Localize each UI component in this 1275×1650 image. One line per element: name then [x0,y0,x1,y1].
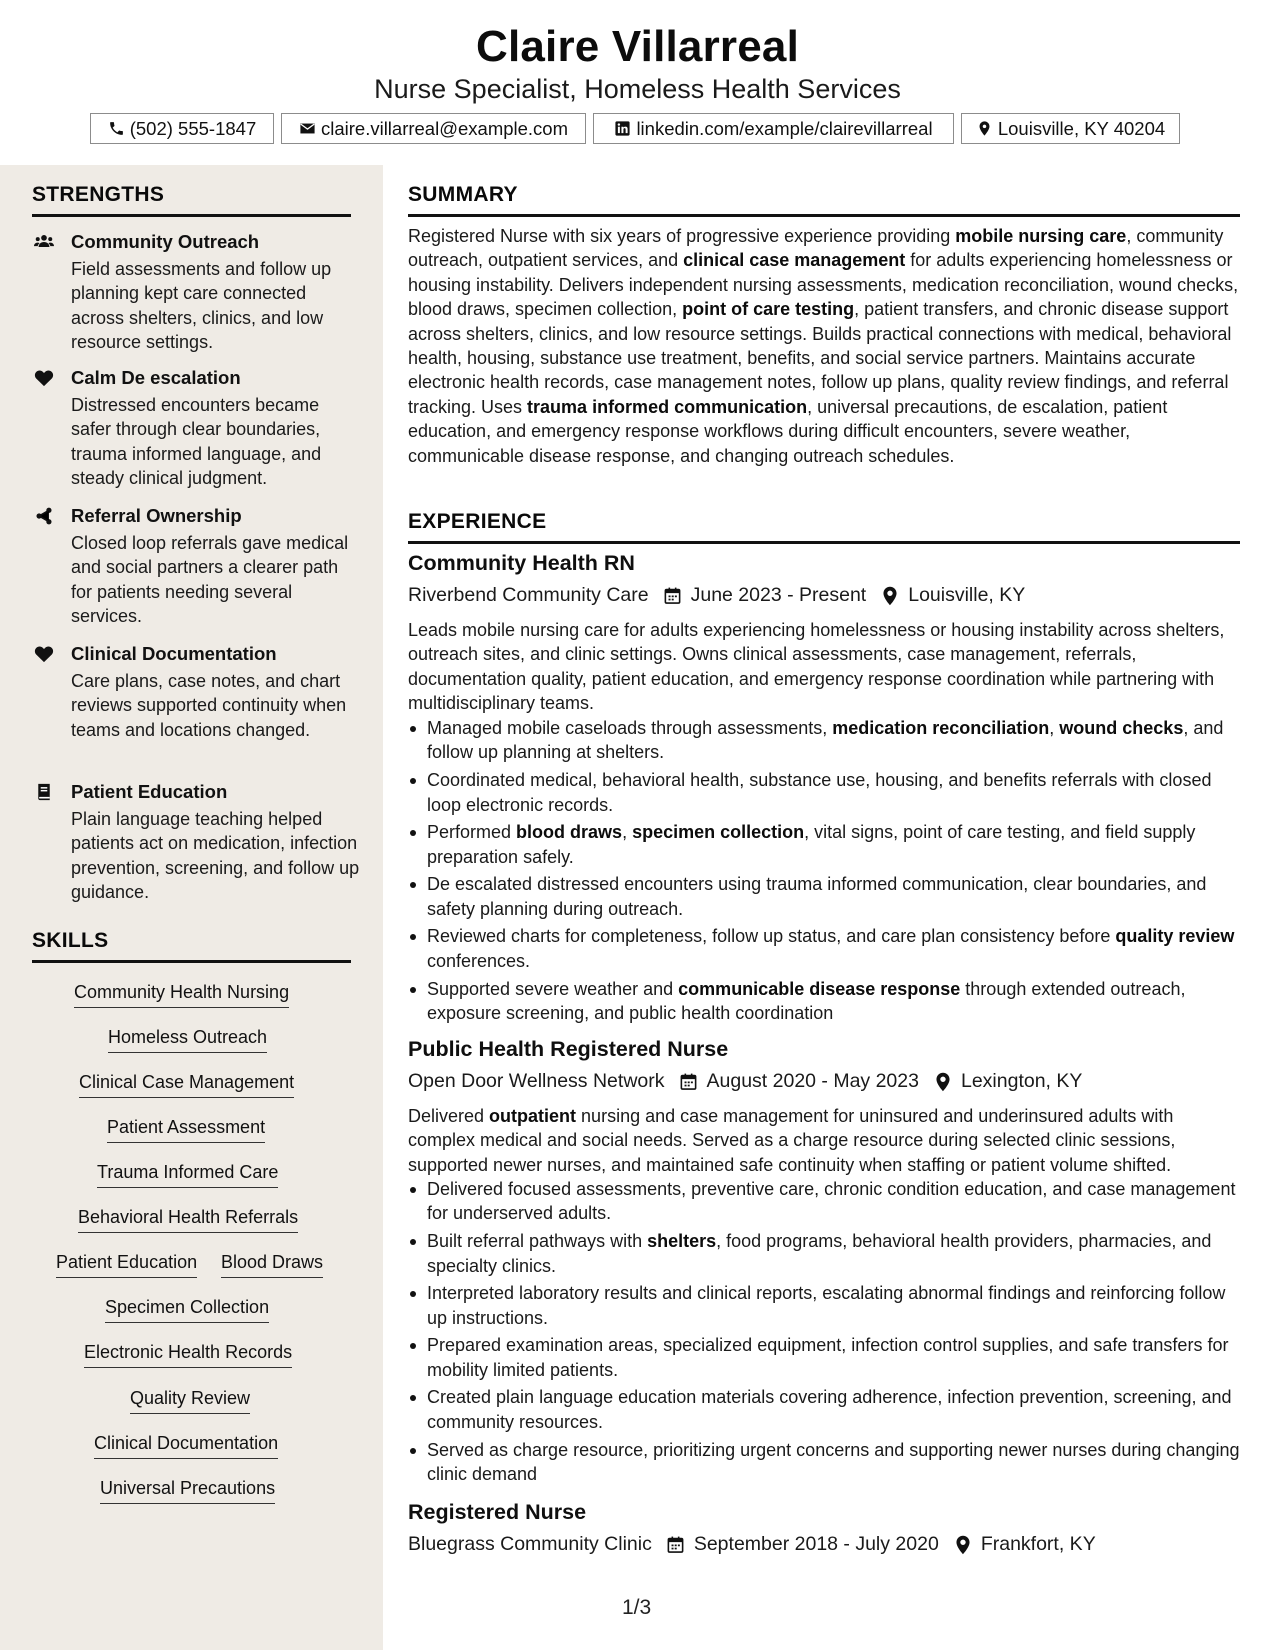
bullet-item [408,977,1240,1026]
job-org: Riverbend Community Care [408,584,649,606]
skill-tag: Patient Assessment [107,1117,265,1143]
skill-tag: Specimen Collection [105,1297,269,1323]
bullet-part: conferences. [427,950,531,971]
job-intro: Leads mobile nursing care for adults experiencing homelessness or housing instability across shelters, outreach sites, and clinic settings. Owns clinical assessments, case management, referrals, documentation quality, patient education, and emergency response coordination while partnering with multidisciplinary teams. [408,620,1225,714]
bullet-part: , [622,822,633,843]
page-number: 1/3 [622,1596,652,1619]
bullet-item: Created plain language education materials covering adherence, infection prevention, screening, and community resources. [408,1385,1240,1434]
bullet-part: Performed [427,822,517,843]
share-icon [32,506,56,526]
strength-desc: Closed loop referrals gave medical and social partners a clearer path for patients needing several services. [71,533,349,627]
job-bullets [408,716,1240,1029]
strength-desc: Distressed encounters became safer through clear boundaries, trauma informed language, and steady clinical judgment. [71,395,322,489]
job-meta [408,584,1025,607]
skill-tag: Trauma Informed Care [97,1162,278,1188]
job-meta [408,1070,1082,1093]
experience-heading: EXPERIENCE [408,510,547,533]
bullet-part: Reviewed charts for completeness, follow up status, and care plan consistency before [427,926,1116,947]
summary-keyword: point of care testing [682,299,855,320]
contact-email[interactable] [281,113,586,144]
contact-phone[interactable] [90,113,274,144]
bullet-item: Interpreted laboratory results and clinical reports, escalating abnormal findings and reinforcing follow up instructions. [408,1281,1240,1330]
bullet-part: , food programs, behavioral health providers, pharmacies, and specialty clinics. [427,1231,1212,1276]
skills-rule [32,960,351,963]
candidate-name: Claire Villarreal [475,22,800,71]
skill-tag: Homeless Outreach [108,1027,267,1053]
strength-title: Community Outreach [71,231,260,252]
job-location: Frankfort, KY [980,1533,1096,1555]
skills-heading: SKILLS [32,929,109,952]
bullet-keyword: quality review [1115,926,1235,947]
summary-part: for adults experiencing homelessness or housing instability. Delivers independent nursing assessments, medication reconciliation, wound checks, blood draws, specimen collection, [408,250,1239,320]
bullet-part: through extended outreach, exposure screening, and public health coordination [427,978,1186,1023]
job-org: Bluegrass Community Clinic [408,1533,652,1555]
bullet-item: Prepared examination areas, specialized equipment, infection control supplies, and safe transfers for mobility limited patients. [408,1333,1240,1382]
summary-keyword: clinical case management [683,250,906,271]
heart-icon [32,644,56,664]
summary-part: , universal precautions, de escalation, patient education, and emergency response workflows during difficult encounters, severe weather, communicable disease response, and changing outreach schedules. [408,396,1168,466]
bullet-item [408,716,1240,765]
linkedin-text: linkedin.com/example/clairevillarreal [636,117,933,139]
candidate-title: Nurse Specialist, Homeless Health Services [374,74,901,104]
bullet-keyword: shelters [647,1231,717,1252]
email-text: claire.villarreal@example.com [320,117,569,139]
bullet-part: Supported severe weather and [427,978,679,999]
envelope-icon [299,120,316,137]
skill-tag: Behavioral Health Referrals [78,1207,298,1233]
linkedin-icon [614,120,631,137]
contact-bar [0,113,1275,145]
job-title: Public Health Registered Nurse [408,1037,729,1061]
bullet-item: Delivered focused assessments, preventive care, chronic condition education, and case management for underserved adults. [408,1177,1240,1226]
skill-tag: Patient Education [56,1252,197,1278]
job-title: Registered Nurse [408,1500,587,1524]
calendar-icon [663,586,682,605]
map-pin-icon [935,1072,951,1092]
bullet-part: , and follow up planning at shelters. [427,718,1224,763]
phone-text: (502) 555-1847 [129,117,257,139]
map-pin-icon [955,1535,971,1555]
job-dates: September 2018 - July 2020 [693,1533,939,1555]
job-dates: June 2023 - Present [690,584,867,606]
phone-icon [108,120,125,137]
strengths-heading: STRENGTHS [32,183,165,206]
strength-title: Referral Ownership [71,505,242,526]
bullet-item: Served as charge resource, prioritizing urgent concerns and supporting newer nurses during changing clinic demand [408,1438,1240,1487]
intro-keyword: outpatient [489,1106,577,1126]
bullet-item [408,820,1240,869]
job-location: Louisville, KY [908,584,1026,606]
strength-title: Clinical Documentation [71,643,277,664]
strengths-rule [32,214,351,217]
job-title: Community Health RN [408,551,635,575]
bullet-item [408,924,1240,973]
summary-rule [408,214,1240,217]
skill-tag: Community Health Nursing [74,982,289,1008]
bullet-part: Built referral pathways with [427,1231,648,1252]
job-bullets [408,1177,1240,1490]
skill-tag: Universal Precautions [100,1478,275,1504]
bullet-keyword: medication reconciliation [832,718,1050,738]
skill-tag: Clinical Case Management [79,1072,294,1098]
bullet-item: Coordinated medical, behavioral health, substance use, housing, and benefits referrals with closed loop electronic records. [408,768,1240,817]
job-dates: August 2020 - May 2023 [706,1070,919,1092]
strength-desc: Field assessments and follow up planning kept care connected across shelters, clinics, and low resource settings. [71,259,332,353]
skill-tag: Quality Review [130,1388,250,1414]
bullet-item [408,1229,1240,1278]
bullet-keyword: communicable disease response [678,978,961,999]
intro-part: Delivered [408,1106,490,1126]
strength-title: Patient Education [71,781,228,802]
contact-location[interactable] [961,113,1180,144]
experience-rule [408,541,1240,544]
summary-keyword: mobile nursing care [955,226,1127,246]
users-icon [32,232,56,252]
bullet-keyword: wound checks [1059,718,1184,738]
summary-text [408,224,1240,468]
calendar-icon [666,1535,685,1554]
map-pin-icon [976,120,993,137]
bullet-part: Managed mobile caseloads through assessments, [427,718,833,738]
job-intro [408,1104,1240,1177]
heart-icon [32,368,56,388]
book-icon [32,782,56,802]
strength-desc: Plain language teaching helped patients act on medication, infection prevention, screening, and follow up guidance. [71,809,360,903]
summary-heading: SUMMARY [408,183,518,206]
skill-tag: Electronic Health Records [84,1342,292,1368]
resume-header [0,0,1275,165]
job-org: Open Door Wellness Network [408,1070,665,1092]
bullet-part: , vital signs, point of care testing, and field supply preparation safely. [427,822,1196,867]
summary-part: , community outreach, outpatient services, and [408,226,1224,271]
bullet-item: De escalated distressed encounters using trauma informed communication, clear boundaries, and safety planning during outreach. [408,872,1240,921]
contact-linkedin[interactable] [593,113,954,144]
job-meta [408,1533,1096,1556]
summary-part: , patient transfers, and chronic disease support across shelters, clinics, and low resource settings. Builds practical connections with medical, behavioral health, housing, substance use treatment, benefits, and social service partners. Maintains accurate electronic health records, case management notes, follow up plans, quality review findings, and referral tracking. Uses [408,299,1232,417]
location-text: Louisville, KY 40204 [997,117,1166,139]
bullet-part: , [1049,718,1060,738]
intro-part: nursing and case management for uninsured and underinsured adults with complex medical and social needs. Served as a charge resource during selected clinic sessions, supported newer nurses, and maintained safe continuity when staffing or patient volume shifted. [408,1106,1176,1175]
strength-title: Calm De escalation [71,367,241,388]
map-pin-icon [882,586,898,606]
skill-tag: Blood Draws [221,1252,323,1278]
summary-keyword: trauma informed communication [527,396,808,417]
bullet-keyword: blood draws [516,822,623,843]
strength-desc: Care plans, case notes, and chart reviews supported continuity when teams and locations changed. [71,671,347,740]
job-location: Lexington, KY [960,1070,1083,1092]
bullet-keyword: specimen collection [632,822,805,843]
skill-tag: Clinical Documentation [94,1433,278,1459]
calendar-icon [679,1072,698,1091]
summary-part: Registered Nurse with six years of progressive experience providing [408,226,956,246]
